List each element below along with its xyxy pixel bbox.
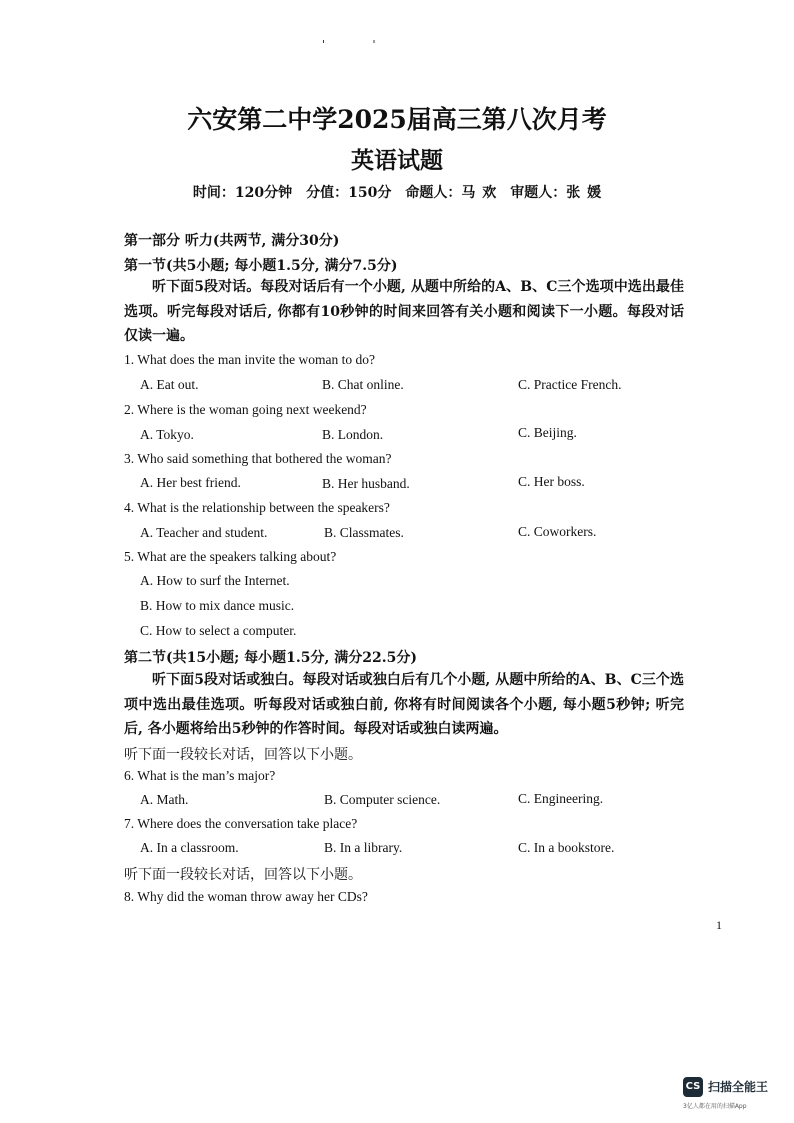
q7-option-a: A. In a classroom. (140, 840, 239, 855)
q7-option-c: C. In a bookstore. (518, 840, 615, 855)
q1-option-c: C. Practice French. (518, 377, 622, 392)
question-2: 2. Where is the woman going next weekend? (124, 402, 367, 417)
question-1: 1. What does the man invite the woman to do? (124, 352, 375, 367)
exam-meta: 时间：120分钟 分值：150分 命题人：马 欢 审题人：张 媛 (192, 185, 602, 201)
listening-note-2: 听下面一段较长对话，回答以下小题。 (124, 867, 362, 883)
q5-option-b: B. How to mix dance music. (140, 598, 295, 613)
q3-option-b: B. Her husband. (322, 476, 410, 491)
q2-option-c: C. Beijing. (518, 425, 577, 440)
q3-option-c: C. Her boss. (518, 474, 585, 489)
question-5: 5. What are the speakers talking about? (124, 549, 337, 564)
q2-option-a: A. Tokyo. (140, 427, 194, 442)
page-number: 1 (716, 918, 722, 932)
part1-heading: 第一部分 听力(共两节, 满分30分) (124, 233, 340, 249)
q6-option-b: B. Computer science. (324, 792, 441, 807)
question-8: 8. Why did the woman throw away her CDs? (124, 889, 368, 904)
q3-option-a: A. Her best friend. (140, 475, 241, 490)
q5-option-c: C. How to select a computer. (140, 623, 297, 638)
question-4: 4. What is the relationship between the speakers? (124, 500, 390, 515)
listening-note-1: 听下面一段较长对话，回答以下小题。 (124, 747, 362, 763)
exam-subtitle: 英语试题 (351, 147, 443, 174)
q2-option-b: B. London. (322, 427, 384, 442)
camscanner-logo-icon: CS (683, 1077, 703, 1097)
q6-option-a: A. Math. (140, 792, 189, 807)
q4-option-c: C. Coworkers. (518, 524, 597, 539)
watermark-tagline: 3亿人都在用的扫描App (683, 1103, 747, 1110)
question-6: 6. What is the man’s major? (124, 768, 276, 783)
section1-heading: 第一节(共5小题; 每小题1.5分, 满分7.5分) (124, 258, 398, 274)
section2-instructions: 听下面5段对话或独白。每段对话或独白后有几个小题, 从题中所给的A、B、C三个选项中选出最佳选项。听每段对话或独白前, 你将有时间阅读各个小题, 每小题5秒钟; 听完后, 各小题将给出5秒钟的作答时间。每段对话或独白读两遍。 (124, 672, 684, 737)
q1-option-a: A. Eat out. (140, 377, 199, 392)
exam-title: 六安第二中学2025届高三第八次月考 (187, 105, 607, 134)
question-3: 3. Who said something that bothered the woman? (124, 451, 392, 466)
q6-option-c: C. Engineering. (518, 791, 604, 806)
q5-option-a: A. How to surf the Internet. (140, 573, 290, 588)
q7-option-b: B. In a library. (324, 840, 403, 855)
watermark-name: 扫描全能王 (708, 1080, 769, 1094)
scan-marks: ' ' (322, 38, 398, 51)
section2-heading: 第二节(共15小题; 每小题1.5分, 满分22.5分) (124, 650, 417, 666)
q4-option-b: B. Classmates. (324, 525, 404, 540)
q4-option-a: A. Teacher and student. (140, 525, 268, 540)
q1-option-b: B. Chat online. (322, 377, 404, 392)
section1-instructions: 听下面5段对话。每段对话后有一个小题, 从题中所给的A、B、C三个选项中选出最佳选项。听完每段对话后, 你都有10秒钟的时间来回答有关小题和阅读下一小题。每段对话仅读一遍。 (124, 279, 684, 344)
question-7: 7. Where does the conversation take place? (124, 816, 358, 831)
